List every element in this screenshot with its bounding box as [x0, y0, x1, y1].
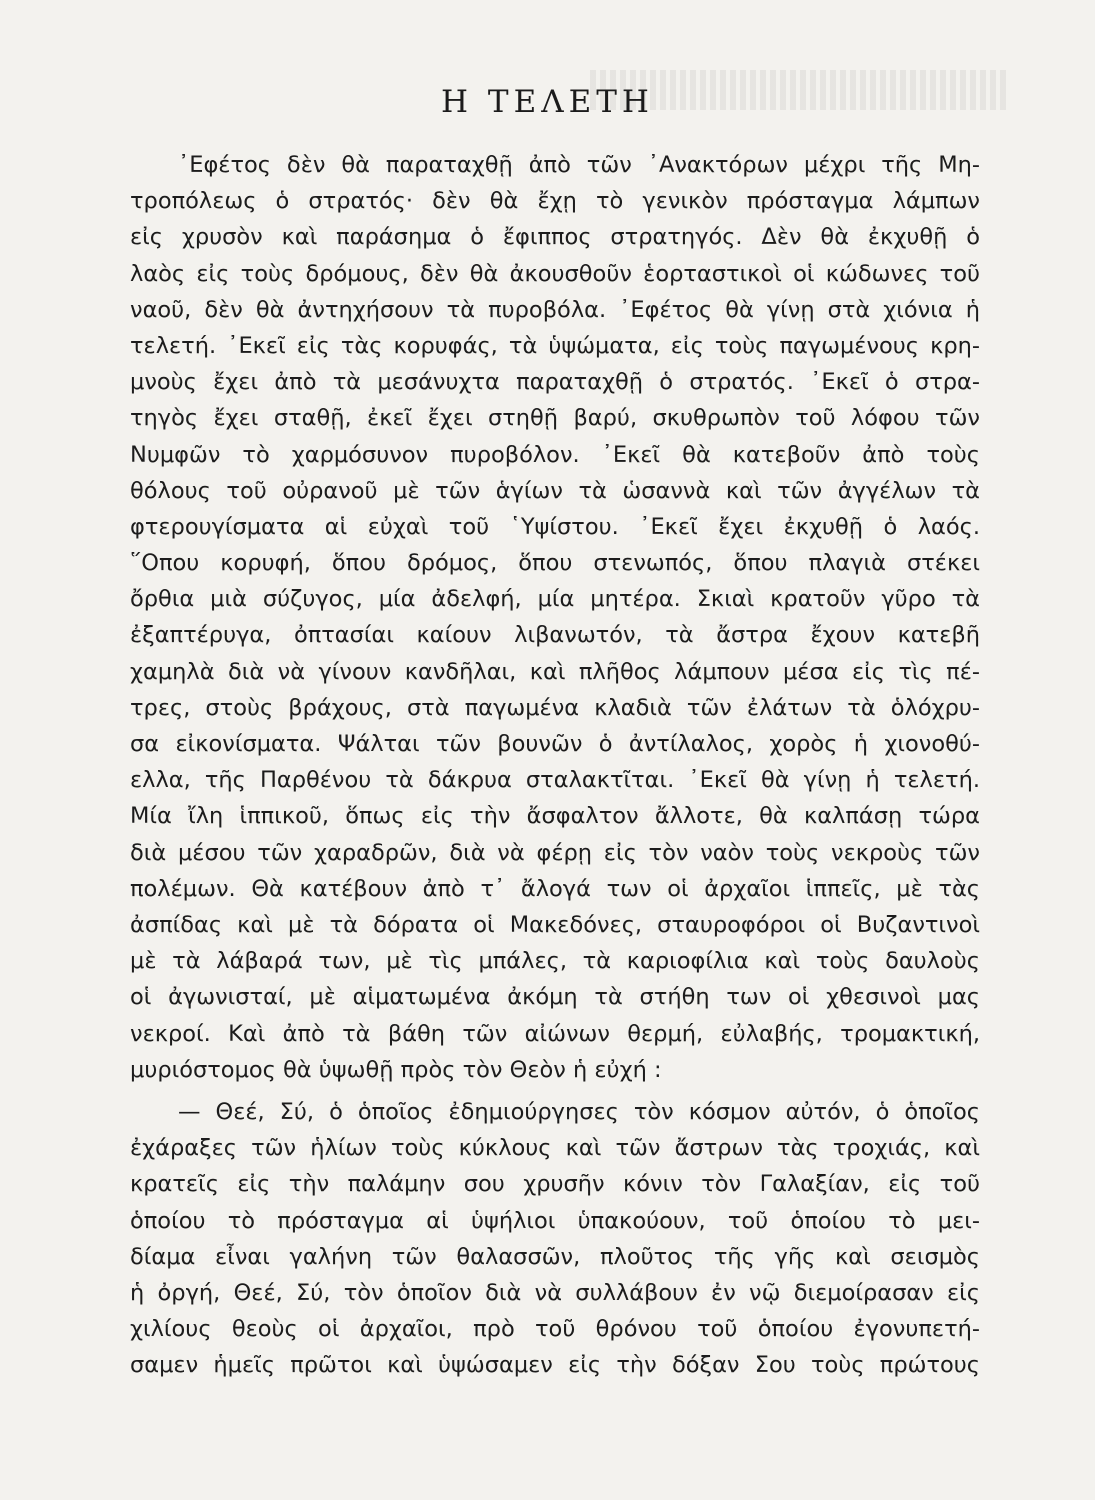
text-line: τηγὸς ἔχει σταθῇ, ἐκεῖ ἔχει στηθῇ βαρύ, σκυθρωπὸν τοῦ λόφου τῶν — [130, 405, 980, 432]
text-line: χιλίους θεοὺς οἱ ἀρχαῖοι, πρὸ τοῦ θρόνου τοῦ ὁποίου ἐγονυπετή- — [130, 1316, 980, 1343]
text-line: ἀσπίδας καὶ μὲ τὰ δόρατα οἱ Μακεδόνες, σταυροφόροι οἱ Βυζαντινοὶ — [130, 911, 980, 938]
text-line: ἐξαπτέρυγα, ὀπτασίαι καίουν λιβανωτόν, τὰ ἄστρα ἔχουν κατεβῆ — [130, 622, 980, 649]
text-line: ὁποίου τὸ πρόσταγμα αἱ ὑψήλιοι ὑπακούουν, τοῦ ὁποίου τὸ μει- — [130, 1207, 980, 1234]
text-line: σα εἰκονίσματα. Ψάλται τῶν βουνῶν ὁ ἀντίλαλος, χορὸς ἡ χιονοθύ- — [130, 731, 980, 757]
text-line: πολέμων. Θὰ κατέβουν ἀπὸ τ᾿ ἄλογά των οἱ ἀρχαῖοι ἱππεῖς, μὲ τὰς — [130, 875, 980, 902]
text-line: Νυμφῶν τὸ χαρμόσυνον πυροβόλον. ᾿Εκεῖ θὰ κατεβοῦν ἀπὸ τοὺς — [130, 441, 980, 468]
text-line: ὄρθια μιὰ σύζυγος, μία ἀδελφή, μία μητέρα. Σκιαὶ κρατοῦν γῦρο τὰ — [130, 586, 980, 613]
text-line: χαμηλὰ διὰ νὰ γίνουν κανδῆλαι, καὶ πλῆθος λάμπουν μέσα εἰς τὶς πέ- — [130, 658, 980, 685]
text-line: νεκροί. Καὶ ἀπὸ τὰ βάθη τῶν αἰώνων θερμή, εὐλαβής, τρομακτική, — [130, 1020, 980, 1047]
text-line: τελετή. ᾿Εκεῖ εἰς τὰς κορυφάς, τὰ ὑψώματα, εἰς τοὺς παγωμένους κρη- — [130, 332, 980, 359]
text-line: μυριόστομος θὰ ὑψωθῇ πρὸς τὸν Θεὸν ἡ εὐχή : — [130, 1056, 662, 1083]
text-line: τροπόλεως ὁ στρατός· δὲν θὰ ἔχῃ τὸ γενικὸν πρόσταγμα λάμπων — [130, 188, 980, 215]
text-line: ᾿Εφέτος δὲν θὰ παραταχθῇ ἀπὸ τῶν ᾿Ανακτόρων μέχρι τῆς Μη- — [178, 152, 980, 178]
text-line: Μία ἴλη ἱππικοῦ, ὅπως εἰς τὴν ἄσφαλτον ἄλλοτε, θὰ καλπάσῃ τώρα — [130, 803, 980, 830]
text-line: μὲ τὰ λάβαρά των, μὲ τὶς μπάλες, τὰ καριοφίλια καὶ τοὺς δαυλοὺς — [130, 948, 980, 975]
paragraph-2 — [130, 1094, 980, 1384]
text-line: κρατεῖς εἰς τὴν παλάμην σου χρυσῆν κόνιν τὸν Γαλαξίαν, εἰς τοῦ — [130, 1171, 980, 1198]
text-line: σαμεν ἡμεῖς πρῶτοι καὶ ὑψώσαμεν εἰς τὴν δόξαν Σου τοὺς πρώτους — [130, 1352, 980, 1379]
text-line: ῞Οπου κορυφή, ὅπου δρόμος, ὅπου στενωπός, ὅπου πλαγιὰ στέκει — [130, 550, 980, 577]
text-line: — Θεέ, Σύ, ὁ ὁποῖος ἐδημιούργησες τὸν κόσμον αὐτόν, ὁ ὁποῖος — [178, 1099, 980, 1125]
text-line: δίαμα εἶναι γαλήνη τῶν θαλασσῶν, πλοῦτος τῆς γῆς καὶ σεισμὸς — [130, 1243, 980, 1270]
text-line: ελλα, τῆς Παρθένου τὰ δάκρυα σταλακτῖται. ᾿Εκεῖ θὰ γίνῃ ἡ τελετή. — [130, 767, 980, 794]
paragraph-1 — [130, 147, 980, 1088]
text-line: θόλους τοῦ οὐρανοῦ μὲ τῶν ἁγίων τὰ ὡσαννὰ καὶ τῶν ἀγγέλων τὰ — [130, 477, 980, 504]
text-line: μνοὺς ἔχει ἀπὸ τὰ μεσάνυχτα παραταχθῇ ὁ στρατός. ᾿Εκεῖ ὁ στρα- — [130, 369, 980, 396]
chapter-title: Η ΤΕΛΕΤΗ — [441, 84, 654, 120]
text-line: τρες, στοὺς βράχους, στὰ παγωμένα κλαδιὰ τῶν ἐλάτων τὰ ὁλόχρυ- — [130, 694, 980, 721]
text-line: ναοῦ, δὲν θὰ ἀντηχήσουν τὰ πυροβόλα. ᾿Εφέτος θὰ γίνῃ στὰ χιόνια ἡ — [130, 296, 980, 323]
text-line: οἱ ἀγωνισταί, μὲ αἱματωμένα ἀκόμη τὰ στήθη των οἱ χθεσινοὶ μας — [130, 984, 980, 1011]
text-line: εἰς χρυσὸν καὶ παράσημα ὁ ἔφιππος στρατηγός. Δὲν θὰ ἐκχυθῇ ὁ — [130, 224, 980, 251]
text-line: ἡ ὀργή, Θεέ, Σύ, τὸν ὁποῖον διὰ νὰ συλλάβουν ἐν νῷ διεμοίρασαν εἰς — [130, 1279, 980, 1306]
text-line: διὰ μέσου τῶν χαραδρῶν, διὰ νὰ φέρῃ εἰς τὸν ναὸν τοὺς νεκροὺς τῶν — [130, 839, 980, 866]
text-line: ἐχάραξες τῶν ἡλίων τοὺς κύκλους καὶ τῶν ἄστρων τὰς τροχιάς, καὶ — [130, 1135, 980, 1162]
text-line: φτερουγίσματα αἱ εὐχαὶ τοῦ ῾Υψίστου. ᾿Εκεῖ ἔχει ἐκχυθῇ ὁ λαός. — [130, 513, 980, 540]
text-line: λαὸς εἰς τοὺς δρόμους, δὲν θὰ ἀκουσθοῦν ἑορταστικοὶ οἱ κώδωνες τοῦ — [130, 260, 980, 287]
